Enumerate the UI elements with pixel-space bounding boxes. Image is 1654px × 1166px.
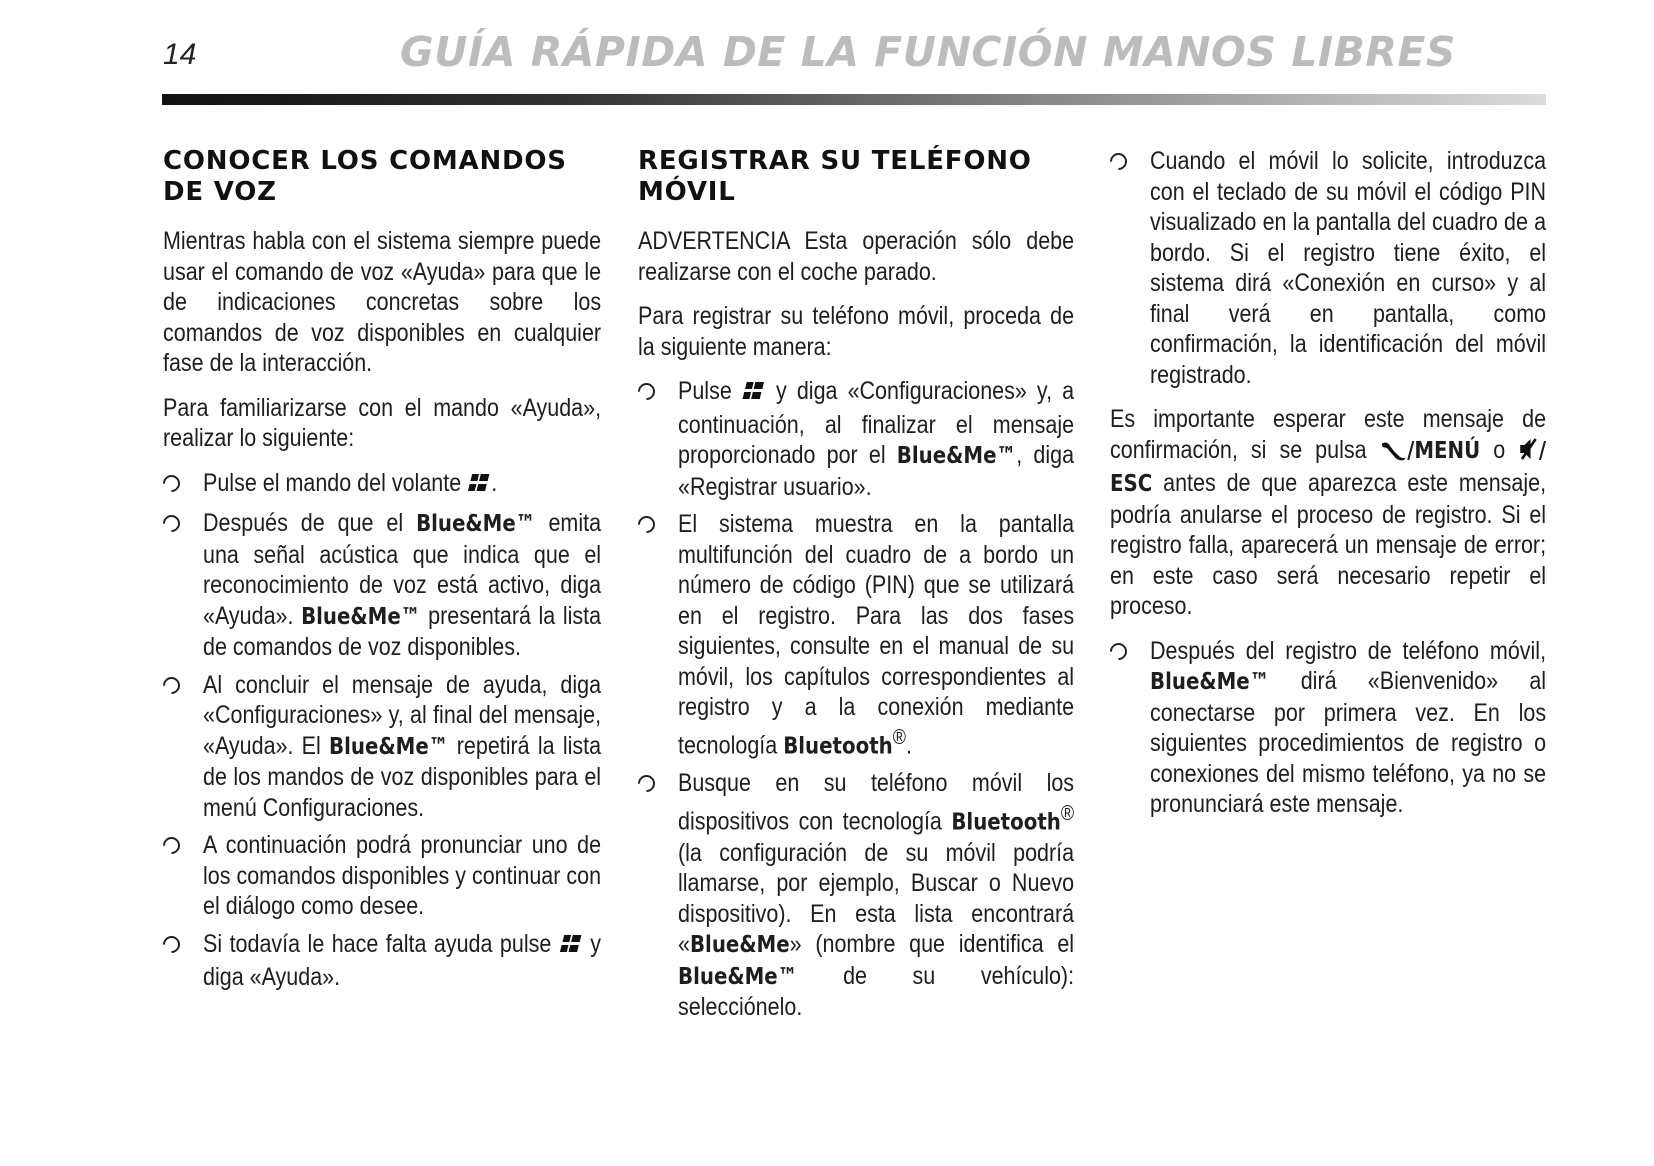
bullet-icon	[159, 833, 183, 857]
header-rule	[162, 94, 1546, 105]
phone-call-icon	[1380, 438, 1408, 469]
bullet-icon	[634, 379, 658, 403]
list-item: A continuación podrá pronunciar uno de los comandos disponibles y continuar con el diálogo como desee.	[163, 830, 601, 922]
column-voice-commands	[163, 146, 601, 1000]
list-item: Después de que el Blue&Me™ emita una señal acústica que indica que el reconocimiento de voz está activo, diga «Ayuda». Blue&Me™ presentará la lista de comandos de voz disponibles.	[163, 508, 601, 663]
list-item: Pulse el mando del volante .	[163, 468, 601, 502]
list-item: Busque en su teléfono móvil los dispositivos con tecnología Bluetooth® (la configuración de su móvil podría llamarse, por ejemplo, Buscar o Nuevo dispositivo). En esta lista encontrará «Blue&Me» (nombre que identifica el Blue&Me™ de su vehículo): selecciónelo.	[638, 768, 1074, 1022]
bullet-list	[1110, 636, 1546, 820]
bullet-list	[638, 376, 1074, 1023]
mute-icon	[1518, 437, 1539, 469]
page-number: 14	[163, 38, 197, 71]
paragraph: Para familiarizarse con el mando «Ayuda», realizar lo siguiente:	[163, 393, 602, 452]
list-item: Después del registro de teléfono móvil, Blue&Me™ dirá «Bienvenido» al conectarse por primera vez. En los siguientes procedimientos de registro o conexiones del mismo teléfono, ya no se pronunciará este mensaje.	[1110, 636, 1546, 820]
list-item: Cuando el móvil lo solicite, introduzca con el teclado de su móvil el código PIN visualizado en la pantalla del cuadro de a bordo. Si el registro tiene éxito, el sistema dirá «Conexión en curso» y al final verá en pantalla, como confirmación, la identificación del móvil registrado.	[1110, 146, 1546, 390]
column-register-phone	[638, 146, 1074, 1030]
bullet-icon	[634, 772, 658, 796]
bullet-list	[1110, 146, 1546, 390]
list-item: El sistema muestra en la pantalla multifunción del cuadro de a bordo un número de código (PIN) que se utilizará en el registro. Para las dos fases siguientes, consulte en el manual de su móvil, los capítulos correspondientes al registro y a la conexión mediante tecnología Bluetooth®.	[638, 509, 1074, 761]
paragraph: ADVERTENCIA Esta operación sólo debe realizarse con el coche parado.	[638, 227, 1075, 286]
list-item: Al concluir el mensaje de ayuda, diga «Configuraciones» y, al final del mensaje, «Ayuda». El Blue&Me™ repetirá la lista de los mandos de voz disponibles para el menú Configuraciones.	[163, 670, 601, 824]
bullet-list	[163, 468, 601, 993]
list-item: Pulse y diga «Configuraciones» y, a continuación, al finalizar el mensaje proporcionado por el Blue&Me™, diga «Registrar usuario».	[638, 376, 1074, 502]
section-heading: REGISTRAR SU TELÉFONO MÓVIL	[638, 146, 1032, 207]
bullet-icon	[159, 511, 183, 535]
bullet-icon	[1106, 149, 1130, 173]
bullet-icon	[159, 932, 183, 956]
bullet-icon	[1106, 639, 1130, 663]
bullet-icon	[159, 673, 183, 697]
paragraph: Para registrar su teléfono móvil, proceda de la siguiente manera:	[638, 302, 1075, 361]
voice-button-icon	[742, 379, 766, 410]
section-heading: CONOCER LOS COMANDOS DE VOZ	[163, 146, 567, 207]
voice-button-icon	[559, 932, 583, 963]
voice-button-icon	[467, 471, 491, 502]
column-register-continued	[1110, 146, 1546, 827]
bullet-icon	[634, 512, 658, 536]
list-item: Si todavía le hace falta ayuda pulse y diga «Ayuda».	[163, 929, 601, 993]
bullet-icon	[159, 471, 183, 495]
page-title: GUÍA RÁPIDA DE LA FUNCIÓN MANOS LIBRES	[400, 28, 1456, 76]
paragraph: Mientras habla con el sistema siempre puede usar el comando de voz «Ayuda» para que le de indicaciones concretas sobre los comandos de voz disponibles en cualquier fase de la interacción.	[163, 227, 602, 377]
paragraph: Es importante esperar este mensaje de confirmación, si se pulsa /MENÚ o / ESC antes de que aparezca este mensaje, podría anularse el proceso de registro. Si el registro falla, aparecerá un mensaje de error; en este caso será necesario repetir el proceso.	[1110, 405, 1547, 620]
